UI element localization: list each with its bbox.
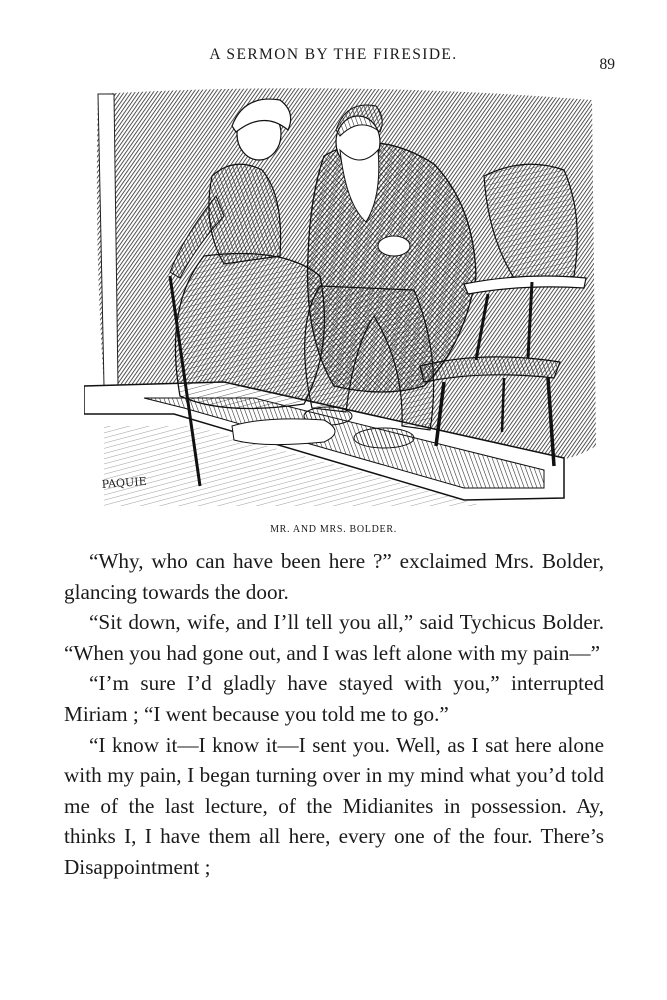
woman-skirt xyxy=(175,254,324,409)
chimney-corner xyxy=(98,94,118,386)
paragraph: “Why, who can have been here ?” exclaimed Mrs. Bolder, glancing towards the door. xyxy=(64,549,604,604)
paragraph: “I know it—I know it—I sent you. Well, as I sat here alone with my pain, I began turning over in my mind what you’d told me of the last lecture, of the Midianites in possession. Ay, thinks I, I have them all here, every one of the four. There’s Disappointment ; xyxy=(64,732,604,879)
body-text xyxy=(64,546,604,883)
man-foot-right xyxy=(354,428,414,448)
engraver-signature: PAQUIE xyxy=(101,474,148,491)
paragraph: “Sit down, wife, and I’ll tell you all,” said Tychicus Bolder. “When you had gone out, and I was left alone with my pain—” xyxy=(64,610,604,665)
engraving-illustration xyxy=(84,86,604,518)
illustration-caption: MR. AND MRS. BOLDER. xyxy=(270,524,397,535)
page-number: 89 xyxy=(599,56,615,73)
running-head: A SERMON BY THE FIRESIDE. xyxy=(209,46,458,63)
paragraph: “I’m sure I’d gladly have stayed with you,” interrupted Miriam ; “I went because you told me to go.” xyxy=(64,671,604,726)
